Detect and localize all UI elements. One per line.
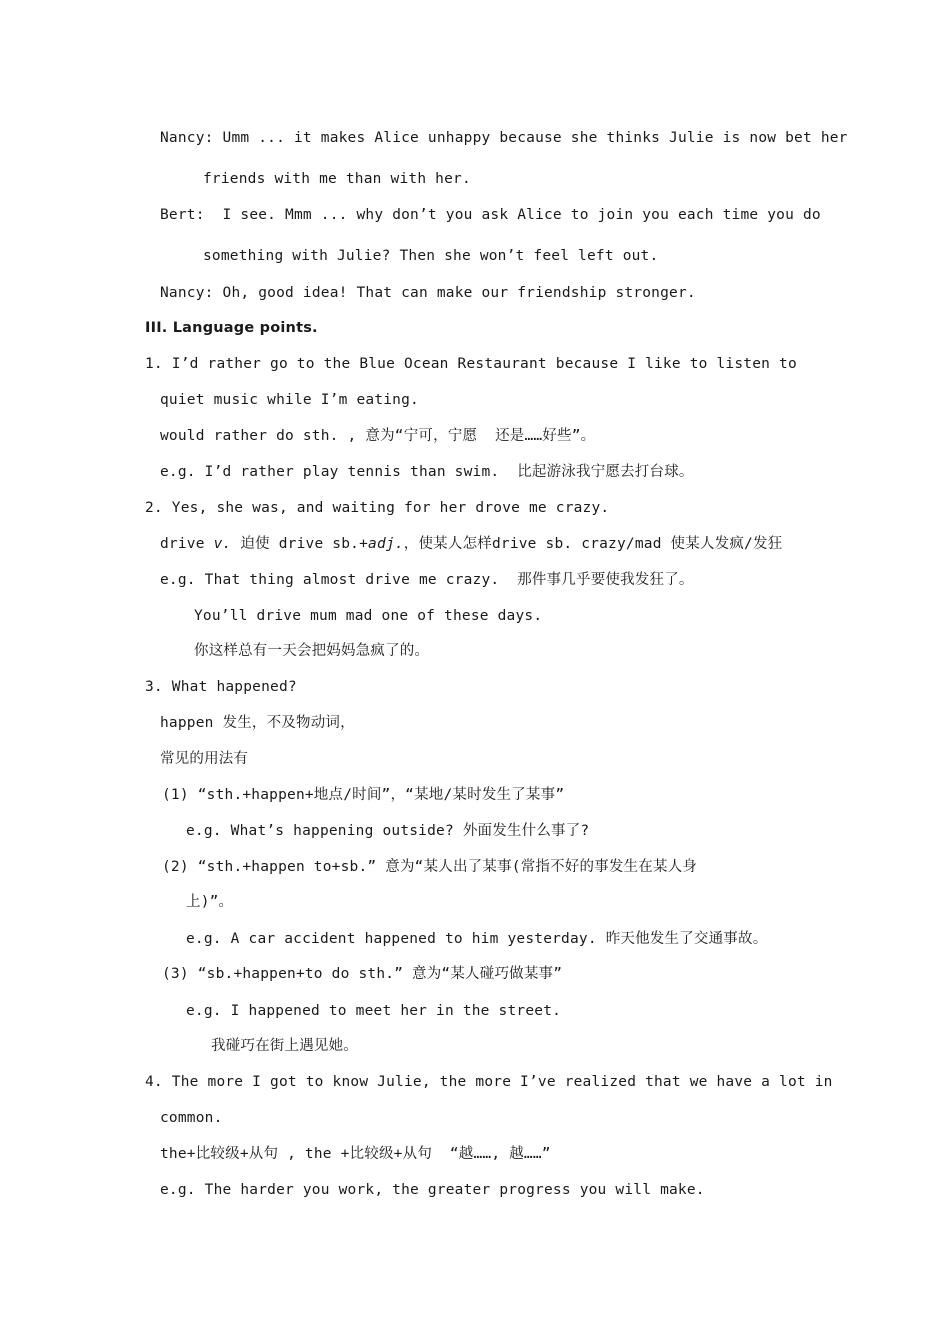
dialogue-continuation: something with Julie? Then she won’t feel left out. (203, 248, 659, 264)
point2-example2-translation: 你这样总有一天会把妈妈急疯了的。 (194, 643, 430, 659)
point2-example1: e.g. That thing almost drive me crazy. 那件事几乎要使我发狂了。 (160, 572, 694, 588)
point1-usage: would rather do sth. , 意为“宁可，宁愿 还是……好些”。 (160, 428, 596, 444)
usage-text: drive (160, 536, 214, 552)
point4-example: e.g. The harder you work, the greater progress you will make. (160, 1182, 705, 1198)
point4-pattern: the+比较级+从句 , the +比较级+从句 “越……, 越……” (160, 1146, 551, 1162)
point3-common-usage: 常见的用法有 (160, 751, 249, 767)
dialogue-line-nancy-2 (160, 283, 696, 303)
point3-usage-3: (3) “sb.+happen+to do sth.” 意为“某人碰巧做某事” (162, 966, 563, 982)
usage-text: ，使某人怎样drive sb. crazy/mad 使某人发疯/发狂 (403, 536, 783, 552)
speaker-nancy: Nancy: (160, 285, 214, 301)
dialogue-continuation: friends with me than with her. (203, 171, 471, 187)
speaker-nancy: Nancy: (160, 130, 214, 146)
point2-example2: You’ll drive mum mad one of these days. (194, 608, 543, 624)
point3-usage-1: (1) “sth.+happen+地点/时间”，“某地/某时发生了某事” (162, 787, 565, 803)
point3-sentence: 3. What happened? (145, 679, 297, 695)
point2-sentence: 2. Yes, she was, and waiting for her drove me crazy. (145, 500, 610, 516)
point1-example: e.g. I’d rather play tennis than swim. 比起游泳我宁愿去打台球。 (160, 464, 694, 480)
speaker-bert: Bert: (160, 207, 205, 223)
point3-usage-2-cont: 上)”。 (186, 894, 234, 910)
point1-sentence-cont: quiet music while I’m eating. (160, 392, 419, 408)
point1-sentence: 1. I’d rather go to the Blue Ocean Restaurant because I like to listen to (145, 356, 797, 372)
section-heading: III. Language points. (145, 320, 318, 336)
part-of-speech: adj. (368, 536, 404, 552)
dialogue-text: I see. Mmm ... why don’t you ask Alice to join you each time you do (222, 207, 821, 223)
point3-usage-2: (2) “sth.+happen to+sb.” 意为“某人出了某事(常指不好的事发生在某人身 (162, 859, 698, 875)
point3-definition: happen 发生，不及物动词， (160, 715, 355, 731)
point2-usage (160, 534, 782, 554)
point4-sentence-cont: common. (160, 1110, 223, 1126)
dialogue-line-nancy-1 (160, 128, 848, 148)
dialogue-text: Umm ... it makes Alice unhappy because she thinks Julie is now bet her (222, 130, 848, 146)
dialogue-line-bert (160, 205, 821, 225)
point3-usage-1-example: e.g. What’s happening outside? 外面发生什么事了? (186, 823, 590, 839)
point3-usage-2-example: e.g. A car accident happened to him yesterday. 昨天他发生了交通事故。 (186, 931, 768, 947)
point3-usage-3-translation: 我碰巧在街上遇见她。 (211, 1038, 358, 1054)
point3-usage-3-example: e.g. I happened to meet her in the street. (186, 1003, 562, 1019)
usage-text: 迫使 drive sb.+ (231, 536, 369, 552)
dialogue-text: Oh, good idea! That can make our friendship stronger. (222, 285, 696, 301)
part-of-speech: v. (213, 536, 232, 552)
point4-sentence: 4. The more I got to know Julie, the more I’ve realized that we have a lot in (145, 1074, 833, 1090)
